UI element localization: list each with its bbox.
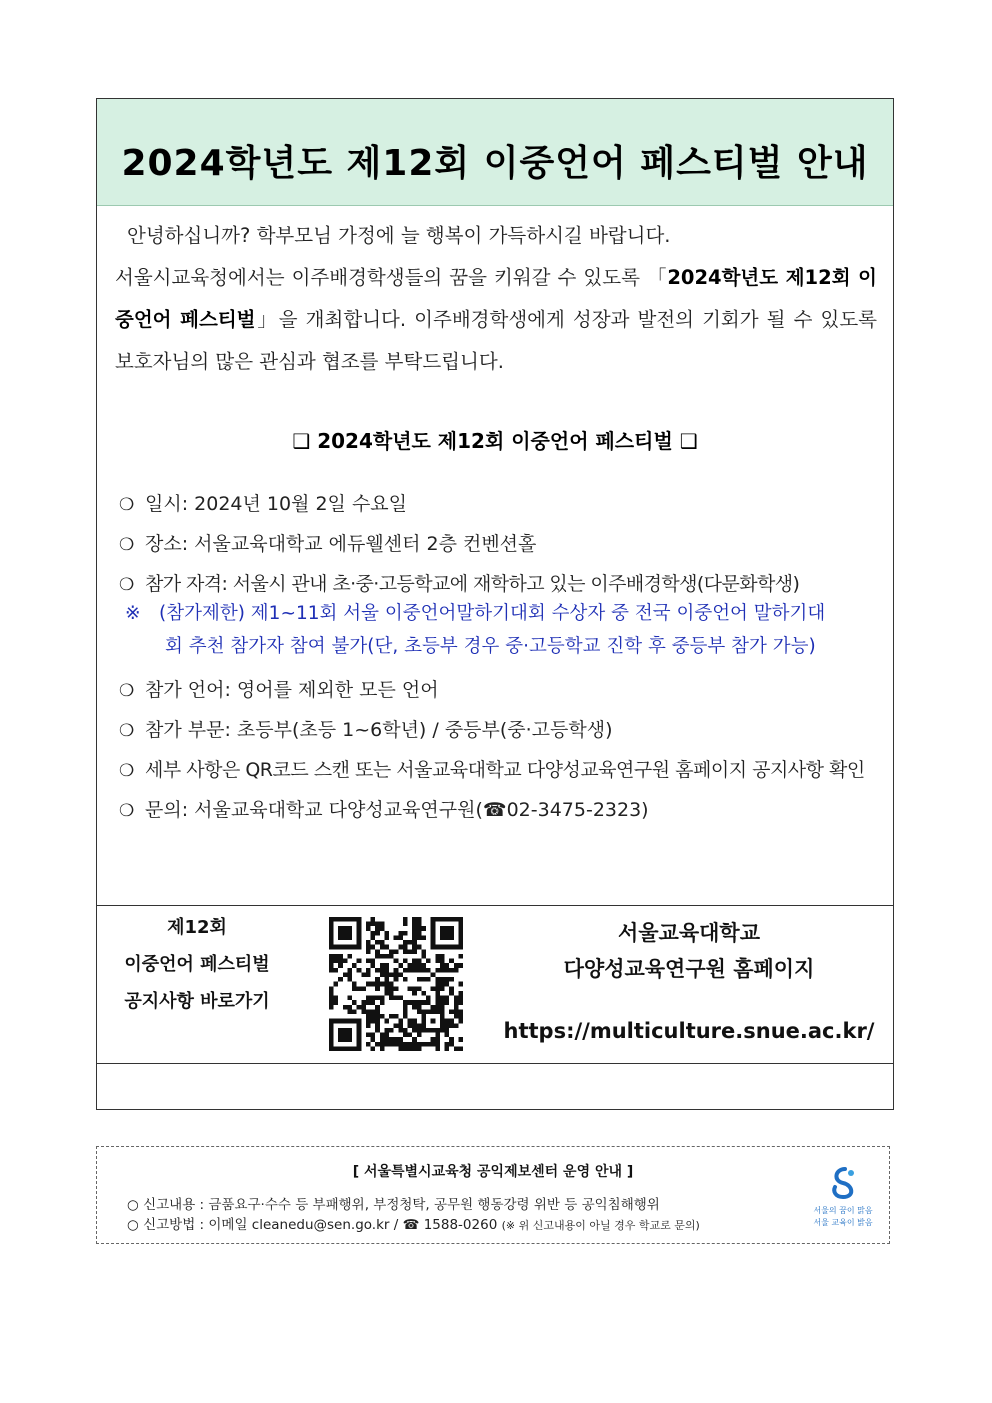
report-center-box <box>96 1146 890 1244</box>
footer-title: [ 서울특별시교육청 공익제보센터 운영 안내 ] <box>352 1164 634 1180</box>
notice-frame <box>96 98 894 1110</box>
list-item-contact <box>119 795 649 822</box>
restriction-note <box>125 597 895 663</box>
footer-report-method <box>127 1213 700 1233</box>
note-mark: ※ <box>125 603 141 624</box>
bullet-icon: ❍ <box>119 761 134 781</box>
list-item-details <box>119 755 865 782</box>
list-item-text: 세부 사항은 QR코드 스캔 또는 서울교육대학교 다양성교육연구원 홈페이지 공지사항 확인 <box>145 759 865 781</box>
qr-caption-line: 제12회 <box>167 917 227 938</box>
document-title: 2024학년도 제12회 이중언어 페스티벌 안내 <box>121 143 869 184</box>
bullet-icon: ❍ <box>119 721 135 741</box>
list-item-text: 일시: 2024년 10월 2일 수요일 <box>145 493 408 515</box>
logo-text-1: 서울의 꿈이 맑음 <box>813 1206 873 1215</box>
footer-report-content: ○ 신고내용 : 금품요구·수수 등 부패행위, 부정청탁, 공무원 행동강령 위반 등 공익침해행위 <box>127 1197 660 1213</box>
list-item-text: 문의: 서울교육대학교 다양성교육연구원(☎02-3475-2323) <box>145 799 649 821</box>
intro-prefix: 서울시교육청에서는 이주배경학생들의 꿈을 키워갈 수 있도록 「 <box>115 266 668 289</box>
note-line-2: 회 추천 참가자 참여 불가(단, 초등부 경우 중·고등학교 진학 후 중등부 참가 가능) <box>165 636 816 657</box>
intro-greeting: 안녕하십니까? 학부모님 가정에 늘 행복이 가득하시길 바랍니다. <box>127 224 671 247</box>
intro-suffix: 」을 개최합니다. 이주배경학생에게 성장과 발전의 기회가 될 수 있도록 보호자님의 많은 관심과 협조를 부탁드립니다. <box>115 308 877 373</box>
list-item-date <box>119 489 407 516</box>
qr-caption-line: 공지사항 바로가기 <box>124 991 270 1012</box>
list-item-text: 참가 언어: 영어를 제외한 모든 언어 <box>145 679 439 701</box>
list-item-text: 참가 자격: 서울시 관내 초·중·고등학교에 재학하고 있는 이주배경학생(다문화학생) <box>145 573 800 595</box>
bullet-icon: ❍ <box>119 681 135 701</box>
title-band <box>97 99 893 206</box>
divider-top <box>97 905 893 906</box>
list-item-eligibility <box>119 569 799 596</box>
seoul-education-logo <box>805 1163 881 1233</box>
qr-caption <box>97 909 297 1020</box>
bullet-icon: ❍ <box>119 535 135 555</box>
intro-paragraph <box>115 257 877 383</box>
note-text: (참가제한) 제1~11회 서울 이중언어말하기대회 수상자 중 전국 이중언어 말하기대 <box>159 603 826 624</box>
bullet-icon: ❍ <box>119 495 135 515</box>
note-line-1 <box>125 597 895 630</box>
qr-caption-line: 이중언어 페스티벌 <box>124 954 270 975</box>
list-item-language <box>119 675 439 702</box>
list-item-division <box>119 715 613 742</box>
list-item-text: 장소: 서울교육대학교 에듀웰센터 2층 컨벤션홀 <box>145 533 537 555</box>
list-item-venue <box>119 529 536 556</box>
homepage-url-link[interactable]: https://multiculture.snue.ac.kr/ <box>503 1019 875 1043</box>
list-item-text: 참가 부문: 초등부(초등 1~6학년) / 중등부(중·고등학생) <box>145 719 613 741</box>
intro-festival-name: 2024학년도 제12회 이중언어 페스티벌 <box>115 266 877 331</box>
divider-bottom <box>97 1063 893 1064</box>
logo-text-2: 서울 교육이 밝음 <box>813 1218 873 1227</box>
qr-code[interactable] <box>315 917 477 1051</box>
homepage-org: 서울교육대학교 <box>617 921 760 945</box>
bullet-icon: ❍ <box>119 801 135 821</box>
bullet-icon: ❍ <box>119 575 134 595</box>
logo-dot <box>848 1170 854 1176</box>
footer-method-text: ○ 신고방법 : 이메일 cleanedu@sen.go.kr / ☎ 1588-0260 <box>127 1217 498 1233</box>
homepage-info <box>499 915 879 1049</box>
homepage-title: 다양성교육연구원 홈페이지 <box>563 957 815 981</box>
intro-text <box>115 215 877 383</box>
footer-method-note: (※ 위 신고내용이 아닐 경우 학교로 문의) <box>501 1219 700 1232</box>
section-heading: ❑ 2024학년도 제12회 이중언어 페스티벌 ❑ <box>292 429 698 453</box>
